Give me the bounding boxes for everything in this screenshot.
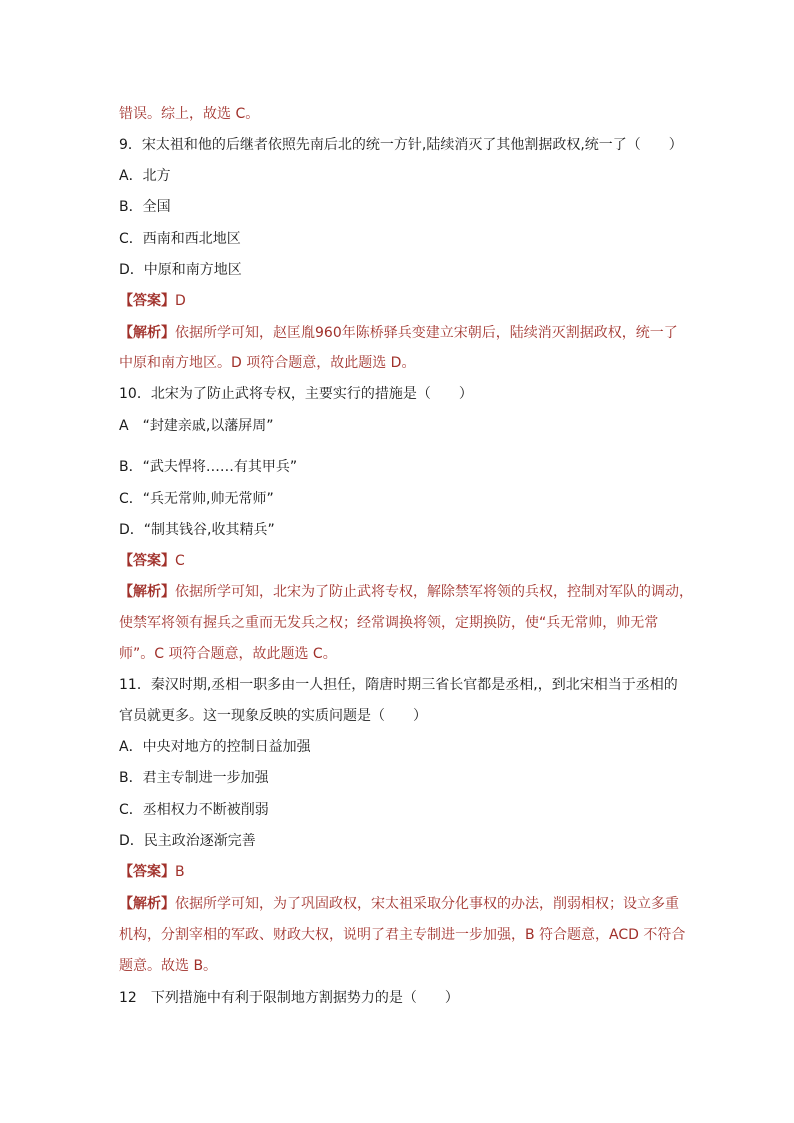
q11-stem-line-2: 官员就更多。这一现象反映的实质问题是（ ）: [119, 708, 427, 724]
q10-analysis-line-1: [119, 582, 693, 602]
analysis-tag: 【解析】: [119, 896, 175, 912]
answer-tag: 【答案】: [119, 553, 175, 569]
answer-tag: 【答案】: [119, 864, 175, 880]
q10-analysis-line-3: 师”。C 项符合题意，故此题选 C。: [119, 646, 337, 662]
prev-analysis-tail: 错误。综上，故选 C。: [119, 106, 260, 122]
q9-option-c: C．西南和西北地区: [119, 231, 241, 247]
q9-analysis-line-2: 中原和南方地区。D 项符合题意，故此题选 D。: [119, 355, 416, 371]
answer-value: B: [175, 864, 185, 880]
q10-option-a: A “封建亲戚,以藩屏周”: [119, 418, 274, 434]
q10-option-c: C．“兵无常帅,帅无常师”: [119, 491, 274, 507]
q11-analysis-line-3: 题意。故选 B。: [119, 958, 218, 974]
q11-option-d: D．民主政治逐渐完善: [119, 833, 256, 849]
q11-option-b: B．君主专制进一步加强: [119, 770, 269, 786]
q10-answer: [119, 551, 185, 571]
q10-analysis-line-2: 使禁军将领有握兵之重而无发兵之权；经常调换将领，定期换防，使“兵无常帅，帅无常: [119, 615, 659, 631]
analysis-tag: 【解析】: [119, 325, 175, 341]
q10-stem: 10．北宋为了防止武将专权，主要实行的措施是（ ）: [119, 386, 473, 402]
q11-option-c: C．丞相权力不断被削弱: [119, 802, 269, 818]
q11-option-a: A．中央对地方的控制日益加强: [119, 739, 311, 755]
q11-answer: [119, 862, 185, 882]
q9-answer: [119, 291, 186, 311]
q12-stem: 12 下列措施中有利于限制地方割据势力的是（ ）: [119, 990, 459, 1006]
q9-option-b: B．全国: [119, 199, 171, 215]
q10-option-b: B．“武夫悍将……有其甲兵”: [119, 459, 298, 475]
analysis-tag: 【解析】: [119, 584, 175, 600]
answer-tag: 【答案】: [119, 293, 175, 309]
q9-stem: 9．宋太祖和他的后继者依照先南后北的统一方针,陆续消灭了其他割据政权,统一了（ ）: [119, 137, 683, 153]
q11-analysis-line-2: 机构，分割宰相的军政、财政大权，说明了君主专制进一步加强，B 符合题意，ACD 不符合: [119, 927, 686, 943]
q9-option-d: D．中原和南方地区: [119, 262, 242, 278]
answer-value: D: [175, 293, 186, 309]
analysis-text: 依据所学可知，赵匡胤960年陈桥驿兵变建立宋朝后，陆续消灭割据政权，统一了: [175, 325, 678, 341]
q11-analysis-line-1: [119, 894, 679, 914]
analysis-text: 依据所学可知，为了巩固政权，宋太祖采取分化事权的办法，削弱相权；设立多重: [175, 896, 679, 912]
q11-stem-line-1: 11．秦汉时期,丞相一职多由一人担任，隋唐时期三省长官都是丞相,，到北宋相当于丞相的: [119, 677, 678, 693]
q9-analysis-line-1: [119, 323, 678, 343]
q10-option-d: D．“制其钱谷,收其精兵”: [119, 522, 275, 538]
answer-value: C: [175, 553, 185, 569]
analysis-text: 依据所学可知，北宋为了防止武将专权，解除禁军将领的兵权，控制对军队的调动，: [175, 584, 693, 600]
q9-option-a: A．北方: [119, 168, 171, 184]
